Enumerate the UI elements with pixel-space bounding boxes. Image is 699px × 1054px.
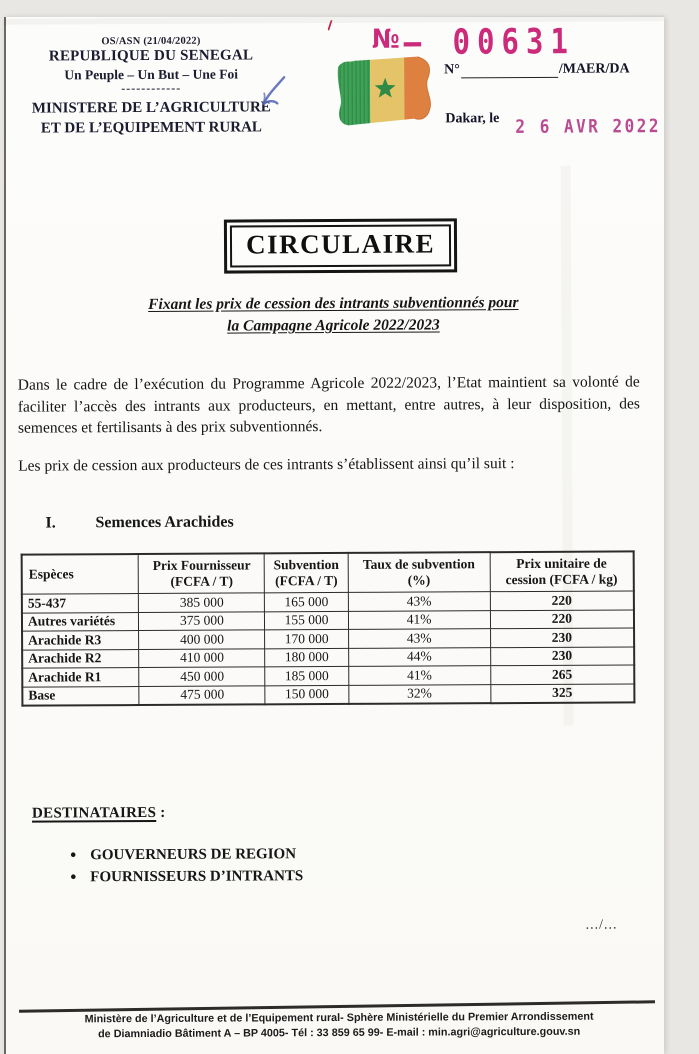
body-paragraph-1: Dans le cadre de l’exécution du Programme Agricole 2022/2023, l’Etat maintient sa volonté de faciliter l’accès des intrants aux producteurs, en mettant, entre autres, à leur disposition, des semences et fertilisants à des prix subventionnés. — [17, 373, 640, 437]
table-cell: 185 000 — [265, 666, 348, 685]
reference-line — [444, 61, 630, 78]
ministry-name — [20, 97, 282, 138]
table-cell: 230 — [490, 628, 634, 647]
table-cell: Autres variétés — [22, 612, 139, 631]
table-cell: 450 000 — [139, 667, 265, 686]
page-content — [4, 15, 667, 1054]
recipient-name: FOURNISSEURS D’INTRANTS — [90, 868, 304, 886]
continuation-mark: .../... — [585, 917, 618, 933]
reference-blank-line — [461, 64, 558, 79]
table-cell: 43% — [348, 629, 490, 648]
table-cell: 180 000 — [265, 648, 348, 667]
table-cell: 165 000 — [265, 592, 348, 611]
subject-line-2: la Campagne Agricole 2022/2023 — [227, 316, 440, 335]
table-cell: 325 — [490, 683, 634, 702]
document-type-title: CIRCULAIRE — [245, 228, 436, 260]
table-cell: 150 000 — [265, 685, 348, 704]
table-cell: 55-437 — [22, 594, 139, 613]
table-cell: 410 000 — [139, 648, 265, 667]
place-date-label: Dakar, le — [445, 111, 500, 127]
footer-line-1: Ministère de l’Agriculture et de l’Equipement rural- Sphère Ministérielle du Premier Arrondissement — [84, 1010, 594, 1026]
column-header: Prix unitaire de cession (FCFA / kg) — [490, 551, 634, 591]
document-type-frame — [224, 218, 457, 273]
table-cell: 230 — [490, 646, 634, 665]
table-cell: 265 — [490, 665, 634, 684]
table-cell: Arachide R1 — [22, 668, 139, 687]
table-cell: Arachide R3 — [22, 631, 139, 650]
column-header: Subvention (FCFA / T) — [265, 553, 348, 593]
bullet-icon: • — [70, 867, 77, 887]
table-cell: 375 000 — [139, 611, 265, 630]
senegal-flag-icon — [330, 52, 442, 131]
list-item — [70, 865, 303, 888]
recipients-list — [70, 843, 303, 888]
stamp-digits: – 00631 — [403, 20, 575, 63]
table-cell: 220 — [490, 591, 634, 610]
subject-line-1: Fixant les prix de cession des intrants subventionnés pour — [148, 294, 519, 313]
table-cell: 400 000 — [139, 630, 265, 649]
national-motto: Un Peuple – Un But – Une Foi — [64, 66, 238, 83]
table-cell: 43% — [348, 592, 490, 611]
reference-suffix: /MAER/DA — [558, 61, 630, 77]
table-cell: 385 000 — [139, 593, 265, 612]
table-cell: 44% — [348, 647, 490, 666]
footer-line-2: de Diamniadio Bâtiment A – BP 4005- Tél : 33 859 65 99- E-mail : min.agri@agriculture.gouv.sn — [98, 1025, 581, 1040]
table-cell: 41% — [348, 610, 490, 629]
table-cell: 32% — [348, 684, 490, 703]
table-cell: 170 000 — [265, 629, 348, 648]
table-cell: 220 — [490, 609, 634, 628]
table-cell: 41% — [348, 666, 490, 685]
table-cell: Base — [22, 686, 139, 705]
table-cell: 475 000 — [139, 685, 265, 704]
ministry-line-1: MINISTERE DE L’AGRICULTURE — [31, 99, 271, 117]
body-paragraph-2: Les prix de cession aux producteurs de ces intrants s’établissent ainsi qu’il suit : — [18, 455, 515, 475]
section-title: Semences Arachides — [95, 513, 234, 532]
table-cell: Arachide R2 — [22, 649, 139, 668]
date-stamp: 2 6 AVR 2022 — [515, 114, 662, 138]
letterhead — [20, 35, 283, 138]
reference-prefix: N° — [444, 62, 460, 78]
document-type-inner-frame — [230, 224, 451, 267]
prices-table-head — [22, 551, 634, 594]
table-header-row — [22, 551, 634, 594]
table-row — [22, 683, 634, 705]
list-item — [70, 843, 303, 866]
column-header: Prix Fournisseur (FCFA / T) — [139, 553, 265, 593]
ministry-line-2: ET DE L’EQUIPEMENT RURAL — [40, 119, 262, 137]
footer-address — [19, 1009, 659, 1041]
recipients-heading — [32, 805, 166, 823]
document-page — [4, 17, 664, 1054]
section-number: I. — [45, 514, 56, 532]
column-header: Espèces — [22, 554, 139, 594]
bullet-icon: • — [70, 845, 77, 865]
prices-table — [21, 550, 636, 706]
registration-number-stamp — [371, 20, 575, 63]
country-name: REPUBLIQUE DU SENEGAL — [48, 47, 254, 65]
prices-table-body — [22, 591, 635, 705]
numero-symbol: № — [371, 24, 400, 55]
separator-dashes: ------------ — [121, 80, 182, 96]
recipient-name: GOUVERNEURS DE REGION — [90, 846, 297, 864]
column-header: Taux de subvention (%) — [348, 552, 490, 592]
recipients-heading-colon: : — [156, 804, 166, 821]
pen-checkmark — [252, 73, 290, 115]
reference-note: OS/ASN (21/04/2022) — [101, 35, 201, 48]
recipients-heading-text: DESTINATAIRES — [31, 804, 157, 822]
table-cell: 155 000 — [265, 611, 348, 630]
document-subject — [5, 291, 661, 338]
